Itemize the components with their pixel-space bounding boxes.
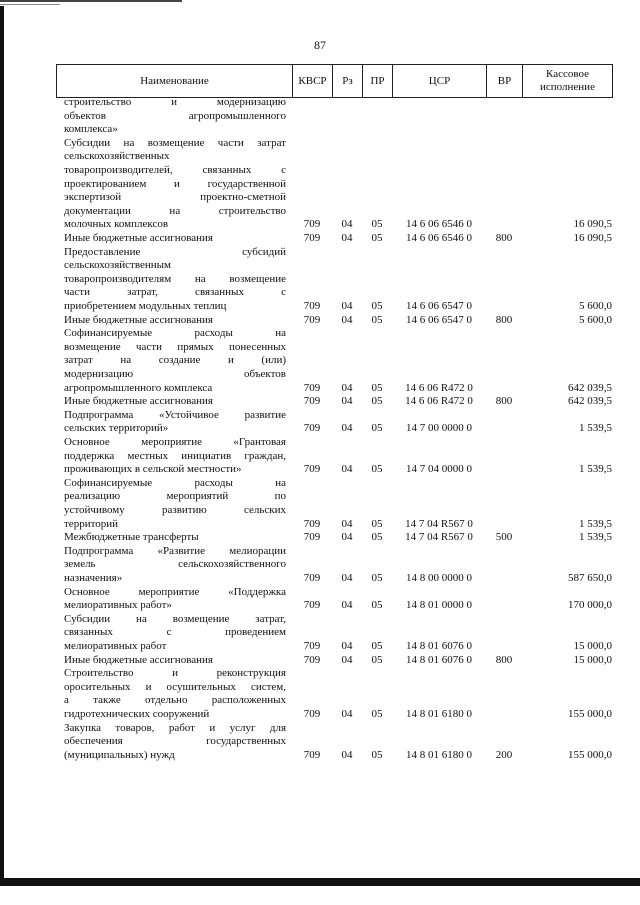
row-csr: 14 6 06 R472 0 xyxy=(405,395,473,408)
row-kvsr: 709 xyxy=(303,218,321,231)
row-name-line: сельскохозяйственным xyxy=(64,259,171,272)
row-sum: 642 039,5 xyxy=(568,395,612,408)
row-vr: 800 xyxy=(495,313,513,326)
row-name-line: а также отдельно расположенных xyxy=(64,694,286,707)
row-name xyxy=(64,531,286,545)
row-name-line: Субсидии на возмещение затрат, xyxy=(64,612,286,625)
row-csr: 14 8 01 6180 0 xyxy=(406,707,472,720)
row-sum: 155 000,0 xyxy=(568,748,612,761)
row-csr: 14 6 06 R472 0 xyxy=(405,381,473,394)
row-name-line: (муниципальных) нужд xyxy=(64,748,175,761)
row-sum: 1 539,5 xyxy=(579,531,612,544)
row-name-line: Строительство и реконструкция xyxy=(64,667,286,680)
scan-bottom-edge xyxy=(0,878,640,886)
row-pr: 05 xyxy=(371,313,383,326)
row-kvsr: 709 xyxy=(303,422,321,435)
row-pr: 05 xyxy=(371,639,383,652)
row-csr: 14 8 01 6076 0 xyxy=(406,653,472,666)
row-csr: 14 7 04 0000 0 xyxy=(406,463,472,476)
row-name-line: проектированием и государственной xyxy=(64,177,286,190)
row-name-line: части затрат, связанных с xyxy=(64,286,286,299)
row-sum: 16 090,5 xyxy=(573,218,612,231)
row-name-line: мелиоративных работ xyxy=(64,639,167,652)
row-sum: 15 000,0 xyxy=(573,653,612,666)
table-row xyxy=(56,327,612,395)
header-name: Наименование xyxy=(57,65,293,98)
row-rz: 04 xyxy=(341,639,353,652)
table-header xyxy=(56,64,613,98)
row-name-line: сельскохозяйственных xyxy=(64,150,170,163)
row-name xyxy=(64,586,286,613)
row-sum: 5 600,0 xyxy=(579,313,612,326)
row-csr: 14 6 06 6546 0 xyxy=(406,218,472,231)
row-name-line: сельских территорий» xyxy=(64,422,169,435)
row-sum: 587 650,0 xyxy=(568,571,612,584)
row-name-line: Софинансируемые расходы на xyxy=(64,476,286,489)
row-csr: 14 8 01 6180 0 xyxy=(406,748,472,761)
header-pr: ПР xyxy=(363,65,393,98)
row-vr: 800 xyxy=(495,395,513,408)
row-pr: 05 xyxy=(371,395,383,408)
row-rz: 04 xyxy=(341,218,353,231)
row-name-line: Подпрограмма «Устойчивое развитие xyxy=(64,408,286,421)
scan-left-edge xyxy=(0,6,4,886)
row-kvsr: 709 xyxy=(303,517,321,530)
row-name-line: Иные бюджетные ассигнования xyxy=(64,231,213,244)
row-kvsr: 709 xyxy=(303,571,321,584)
row-pr: 05 xyxy=(371,299,383,312)
row-csr: 14 6 06 6547 0 xyxy=(406,299,472,312)
row-vr: 500 xyxy=(495,531,513,544)
row-sum: 1 539,5 xyxy=(579,422,612,435)
row-kvsr: 709 xyxy=(303,381,321,394)
row-name-line: агропромышленного комплекса xyxy=(64,381,213,394)
row-name-line: возмещение части прямых понесенных xyxy=(64,340,286,353)
row-name-line: приобретением модульных теплиц xyxy=(64,299,227,312)
row-rz: 04 xyxy=(341,571,353,584)
row-sum: 5 600,0 xyxy=(579,299,612,312)
row-name xyxy=(64,96,286,137)
row-name xyxy=(64,409,286,436)
header-sum-line1: Кассовое xyxy=(546,68,589,80)
row-csr: 14 8 01 0000 0 xyxy=(406,599,472,612)
row-rz: 04 xyxy=(341,422,353,435)
row-name-line: территорий xyxy=(64,517,119,530)
row-rz: 04 xyxy=(341,653,353,666)
row-csr: 14 7 04 R567 0 xyxy=(405,531,473,544)
row-name xyxy=(64,327,286,395)
row-name-line: оросительных и осушительных систем, xyxy=(64,680,286,693)
row-kvsr: 709 xyxy=(303,313,321,326)
row-rz: 04 xyxy=(341,299,353,312)
row-name xyxy=(64,232,286,246)
row-csr: 14 8 01 6076 0 xyxy=(406,639,472,652)
row-name xyxy=(64,613,286,654)
row-csr: 14 8 00 0000 0 xyxy=(406,571,472,584)
table-row xyxy=(56,477,612,531)
row-sum: 15 000,0 xyxy=(573,639,612,652)
row-name-line: объектов агропромышленного xyxy=(64,109,286,122)
table-row xyxy=(56,137,612,232)
row-name xyxy=(64,314,286,328)
row-sum: 642 039,5 xyxy=(568,381,612,394)
row-pr: 05 xyxy=(371,748,383,761)
row-vr: 200 xyxy=(495,748,513,761)
row-csr: 14 7 00 0000 0 xyxy=(406,422,472,435)
row-pr: 05 xyxy=(371,571,383,584)
row-name-line: поддержка местных инициатив граждан, xyxy=(64,449,286,462)
row-kvsr: 709 xyxy=(303,707,321,720)
row-name xyxy=(64,477,286,531)
row-rz: 04 xyxy=(341,748,353,761)
row-name-line: Субсидии на возмещение части затрат xyxy=(64,136,286,149)
row-name xyxy=(64,436,286,477)
row-kvsr: 709 xyxy=(303,299,321,312)
row-kvsr: 709 xyxy=(303,599,321,612)
row-csr: 14 7 04 R567 0 xyxy=(405,517,473,530)
row-pr: 05 xyxy=(371,218,383,231)
row-name-line: обеспечения государственных xyxy=(64,735,286,748)
row-rz: 04 xyxy=(341,313,353,326)
row-name-line: гидротехнических сооружений xyxy=(64,707,210,720)
row-pr: 05 xyxy=(371,422,383,435)
row-rz: 04 xyxy=(341,231,353,244)
row-pr: 05 xyxy=(371,599,383,612)
row-name-line: строительство и модернизацию xyxy=(64,96,286,108)
row-name-line: земель сельскохозяйственного xyxy=(64,558,286,571)
row-sum: 16 090,5 xyxy=(573,231,612,244)
table-row xyxy=(56,667,612,721)
row-pr: 05 xyxy=(371,707,383,720)
row-kvsr: 709 xyxy=(303,748,321,761)
row-rz: 04 xyxy=(341,707,353,720)
row-sum: 1 539,5 xyxy=(579,463,612,476)
row-name xyxy=(64,137,286,232)
row-name-line: Иные бюджетные ассигнования xyxy=(64,653,213,666)
row-name-line: Основное мероприятие «Поддержка xyxy=(64,585,286,598)
row-name xyxy=(64,246,286,314)
table-row xyxy=(56,586,612,613)
row-vr: 800 xyxy=(495,653,513,666)
row-pr: 05 xyxy=(371,381,383,394)
row-name-line: товаропроизводителей, связанных с xyxy=(64,163,286,176)
row-name-line: модернизацию объектов xyxy=(64,367,286,380)
row-pr: 05 xyxy=(371,517,383,530)
row-name-line: Иные бюджетные ассигнования xyxy=(64,313,213,326)
row-kvsr: 709 xyxy=(303,395,321,408)
row-kvsr: 709 xyxy=(303,653,321,666)
row-csr: 14 6 06 6547 0 xyxy=(406,313,472,326)
header-sum-line2: исполнение xyxy=(540,81,595,93)
row-rz: 04 xyxy=(341,517,353,530)
header-csr: ЦСР xyxy=(393,65,487,98)
table-body xyxy=(56,96,612,762)
table-row xyxy=(56,613,612,654)
row-sum: 170 000,0 xyxy=(568,599,612,612)
table-row xyxy=(56,436,612,477)
row-name xyxy=(64,667,286,721)
table-row xyxy=(56,314,612,328)
row-kvsr: 709 xyxy=(303,639,321,652)
row-name-line: Подпрограмма «Развитие мелиорации xyxy=(64,544,286,557)
row-name-line: назначения» xyxy=(64,571,123,584)
row-name-line: Основное мероприятие «Грантовая xyxy=(64,435,286,448)
scan-top-rule-2 xyxy=(0,4,60,5)
table-row xyxy=(56,722,612,763)
table-row xyxy=(56,395,612,409)
row-pr: 05 xyxy=(371,231,383,244)
table-row xyxy=(56,246,612,314)
table-row xyxy=(56,545,612,586)
row-pr: 05 xyxy=(371,463,383,476)
header-kvsr: КВСР xyxy=(293,65,333,98)
row-pr: 05 xyxy=(371,653,383,666)
row-name-line: комплекса» xyxy=(64,123,118,136)
table-row xyxy=(56,654,612,668)
row-name xyxy=(64,654,286,668)
row-name-line: молочных комплексов xyxy=(64,218,169,231)
row-vr: 800 xyxy=(495,231,513,244)
table-row xyxy=(56,409,612,436)
row-csr: 14 6 06 6546 0 xyxy=(406,231,472,244)
row-name xyxy=(64,395,286,409)
row-name xyxy=(64,545,286,586)
row-kvsr: 709 xyxy=(303,231,321,244)
row-kvsr: 709 xyxy=(303,531,321,544)
row-name-line: мелиоративных работ» xyxy=(64,599,172,612)
row-name-line: Закупка товаров, работ и услуг для xyxy=(64,721,286,734)
row-rz: 04 xyxy=(341,381,353,394)
row-name-line: документации на строительство xyxy=(64,204,286,217)
row-name-line: Межбюджетные трансферты xyxy=(64,531,199,544)
row-name-line: связанных с проведением xyxy=(64,626,286,639)
table-row xyxy=(56,96,612,137)
row-name-line: Предоставление субсидий xyxy=(64,245,286,258)
row-name-line: устойчивому развитию сельских xyxy=(64,503,286,516)
row-sum: 155 000,0 xyxy=(568,707,612,720)
row-name-line: проживающих в сельской местности» xyxy=(64,463,242,476)
row-rz: 04 xyxy=(341,395,353,408)
row-rz: 04 xyxy=(341,599,353,612)
row-name-line: товаропроизводителям на возмещение xyxy=(64,272,286,285)
scan-top-rule xyxy=(0,0,182,2)
header-vr: ВР xyxy=(487,65,523,98)
row-name-line: реализацию мероприятий по xyxy=(64,490,286,503)
row-name-line: экспертизой проектно-сметной xyxy=(64,191,286,204)
row-pr: 05 xyxy=(371,531,383,544)
table-row xyxy=(56,232,612,246)
row-name-line: Иные бюджетные ассигнования xyxy=(64,395,213,408)
row-name-line: Софинансируемые расходы на xyxy=(64,327,286,340)
page-number: 87 xyxy=(314,38,326,52)
row-sum: 1 539,5 xyxy=(579,517,612,530)
header-sum xyxy=(523,65,613,98)
header-rz: Рз xyxy=(333,65,363,98)
row-name-line: затрат на создание и (или) xyxy=(64,354,286,367)
row-rz: 04 xyxy=(341,531,353,544)
row-kvsr: 709 xyxy=(303,463,321,476)
row-name xyxy=(64,722,286,763)
row-rz: 04 xyxy=(341,463,353,476)
table-row xyxy=(56,531,612,545)
